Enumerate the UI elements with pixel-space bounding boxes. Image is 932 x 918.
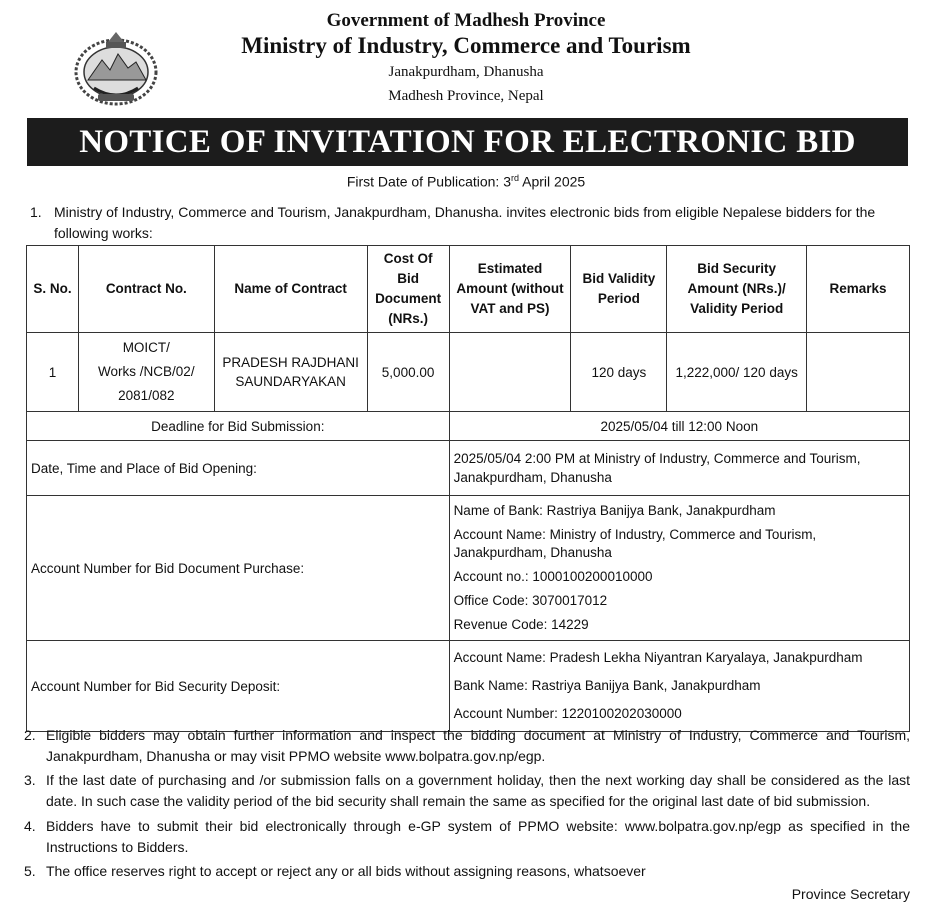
item-number: 2.	[24, 727, 36, 743]
opening-row	[27, 441, 910, 496]
header-cost-of-bid-document: Cost Of Bid Document (NRs.)	[367, 246, 449, 333]
table-header-row	[27, 246, 910, 333]
clause-item	[24, 725, 910, 767]
deadline-row	[27, 412, 910, 441]
clause-item	[24, 770, 910, 812]
purchase-account-row	[27, 496, 910, 641]
detail-line: Bank Name: Rastriya Banijya Bank, Janakpurdham	[453, 678, 761, 693]
item-number: 4.	[24, 818, 36, 834]
clause-item	[24, 816, 910, 858]
contract-name-line: SAUNDARYAKAN	[235, 374, 346, 389]
cell-estimated	[449, 333, 571, 412]
item-text: Eligible bidders may obtain further information and inspect the bidding document at Ministry of Industry, Commerce and Tourism, Janakpurdham, Dhanusha or may visit PPMO website www.bolpatra.gov.np/egp.	[46, 727, 910, 764]
table-row	[27, 333, 910, 412]
publication-date	[0, 173, 932, 190]
cell-validity: 120 days	[571, 333, 667, 412]
purchase-account-label: Account Number for Bid Document Purchase:	[27, 496, 450, 641]
detail-line: Account Name: Ministry of Industry, Commerce and Tourism, Janakpurdham, Dhanusha	[453, 527, 817, 560]
bid-table	[26, 245, 910, 732]
security-account-label: Account Number for Bid Security Deposit:	[27, 641, 450, 732]
address-line-2: Madhesh Province, Nepal	[388, 88, 544, 104]
detail-line: Account no.: 1000100200010000	[453, 569, 653, 584]
detail-line: Office Code: 3070017012	[453, 593, 608, 608]
detail-line: Account Name: Pradesh Lekha Niyantran Karyalaya, Janakpurdham	[453, 650, 863, 665]
contract-name-line: PRADESH RAJDHANI	[222, 355, 359, 370]
address-line-1: Janakpurdham, Dhanusha	[388, 64, 544, 80]
government-name: Government of Madhesh Province	[326, 10, 606, 31]
cell-contract-no	[78, 333, 214, 412]
detail-line: Account Number: 1220100202030000	[453, 706, 682, 721]
security-account-details	[449, 641, 909, 732]
item-text: Ministry of Industry, Commerce and Tourism, Janakpurdham, Dhanusha. invites electronic bids from eligible Nepalese bidders for the following works:	[54, 204, 876, 241]
item-number: 1.	[30, 204, 42, 220]
cell-sno: 1	[27, 333, 79, 412]
opening-label: Date, Time and Place of Bid Opening:	[27, 441, 450, 496]
cell-name-of-contract	[214, 333, 367, 412]
cell-security: 1,222,000/ 120 days	[667, 333, 807, 412]
header-name-of-contract: Name of Contract	[214, 246, 367, 333]
cell-cost: 5,000.00	[367, 333, 449, 412]
detail-line: Name of Bank: Rastriya Banijya Bank, Janakpurdham	[453, 503, 776, 518]
signatory-title: Province Secretary	[791, 886, 910, 902]
header-estimated-amount: Estimated Amount (without VAT and PS)	[449, 246, 571, 333]
deadline-label: Deadline for Bid Submission:	[27, 412, 450, 441]
contract-no-line: MOICT/	[122, 340, 170, 355]
publication-sup: rd	[511, 173, 520, 183]
intro-paragraph	[30, 202, 910, 244]
clause-item	[24, 861, 910, 882]
purchase-account-details	[449, 496, 909, 641]
contract-no-line: Works /NCB/02/	[98, 364, 195, 379]
header-sno: S. No.	[27, 246, 79, 333]
cell-remarks	[807, 333, 910, 412]
item-text: Bidders have to submit their bid electronically through e-GP system of PPMO website: www.bolpatra.gov.np/egp as specified in the Instructions to Bidders.	[46, 818, 910, 855]
item-number: 3.	[24, 772, 36, 788]
header-bid-validity: Bid Validity Period	[571, 246, 667, 333]
deadline-value: 2025/05/04 till 12:00 Noon	[449, 412, 909, 441]
publication-suffix: April 2025	[519, 173, 586, 190]
item-text: If the last date of purchasing and /or submission falls on a government holiday, then the next working day shall be considered as the last date. In such case the validity period of the bid security shall remain the same as specified for the original last date of bid submission.	[46, 772, 910, 809]
header-bid-security: Bid Security Amount (NRs.)/ Validity Period	[667, 246, 807, 333]
item-text: The office reserves right to accept or reject any or all bids without assigning reasons, whatsoever	[46, 863, 646, 879]
security-account-row	[27, 641, 910, 732]
publication-prefix: First Date of Publication: 3	[346, 173, 511, 190]
notice-title-banner: NOTICE OF INVITATION FOR ELECTRONIC BID	[27, 118, 908, 166]
ministry-name: Ministry of Industry, Commerce and Tourism	[241, 33, 691, 58]
opening-value: 2025/05/04 2:00 PM at Ministry of Industry, Commerce and Tourism, Janakpurdham, Dhanusha	[449, 441, 909, 496]
header-contract-no: Contract No.	[78, 246, 214, 333]
item-number: 5.	[24, 863, 36, 879]
detail-line: Revenue Code: 14229	[453, 617, 589, 632]
letterhead	[0, 10, 932, 108]
contract-no-line: 2081/082	[118, 388, 175, 403]
header-remarks: Remarks	[807, 246, 910, 333]
